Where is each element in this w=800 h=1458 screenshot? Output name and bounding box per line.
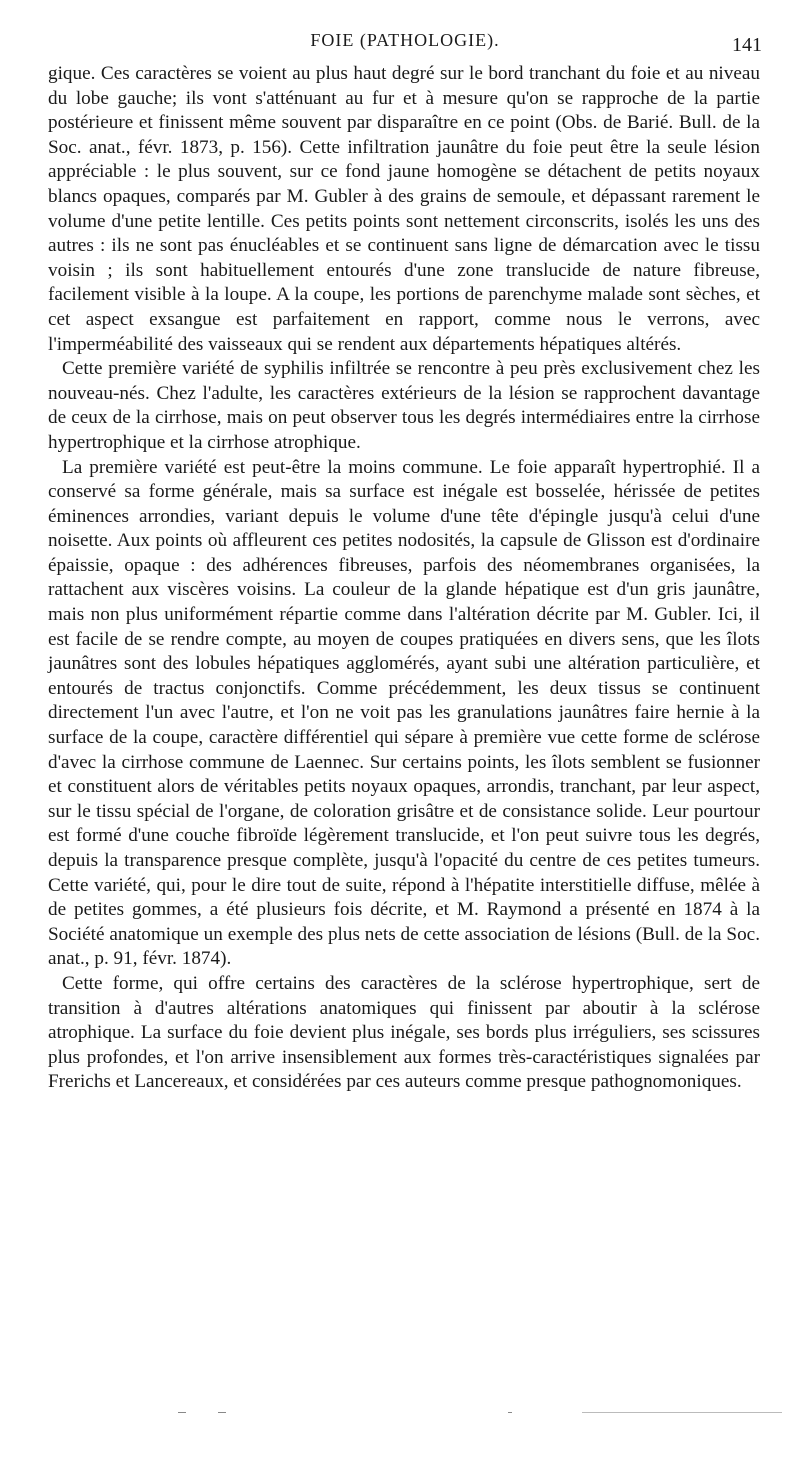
paragraph: Cette première variété de syphilis infiltrée se rencontre à peu près exclusivement chez les nouveau-nés. Chez l'adulte, les caractères extérieurs de la lésion se rapprochent davantage de ceux de la cirrhose, mais on peut observer tous les degrés intermédiaires entre la cirrhose hypertrophique et la cirrhose atrophique.: [48, 358, 760, 453]
body-text: [48, 62, 760, 1095]
running-title: FOIE (PATHOLOGIE).: [310, 30, 500, 50]
footer-print-marks: [170, 1410, 790, 1416]
print-mark: [582, 1412, 782, 1413]
page-number: 141: [732, 34, 762, 56]
paragraph: gique. Ces caractères se voient au plus haut degré sur le bord tranchant du foie et au niveau du lobe gauche; ils vont s'atténuant au fur et à mesure qu'on se rapproche de la partie postérieure et finissent même souvent par disparaître en ce point (Obs. de Barié. Bull. de la Soc. anat., févr. 1873, p. 156). Cette infiltration jaunâtre du foie peut être la seule lésion appréciable : le plus souvent, sur ce fond jaune homogène se détachent de petits noyaux blancs opaques, comparés par M. Gubler à des grains de semoule, et dépassant rarement le volume d'une petite lentille. Ces petits points sont nettement circonscrits, isolés les uns des autres : ils ne sont pas énucléables et se continuent sans ligne de démarcation avec le tissu voisin ; ils sont habituellement entourés d'une zone translucide de nature fibreuse, facilement visible à la loupe. A la coupe, les portions de parenchyme malade sont sèches, et cet aspect exsangue est parfaitement en rapport, comme nous le verrons, avec l'imperméabilité des vaisseaux qui se rendent aux départements hépatiques altérés.: [48, 63, 760, 355]
running-head: [48, 30, 762, 54]
print-mark: [508, 1412, 512, 1413]
print-mark: [178, 1412, 186, 1413]
paragraph: Cette forme, qui offre certains des caractères de la sclérose hypertrophique, sert de transition à d'autres altérations anatomiques qui finissent par aboutir à la sclérose atrophique. La surface du foie devient plus inégale, ses bords plus irréguliers, ses scissures plus profondes, et l'on arrive insensiblement aux formes très-caractéristiques signalées par Frerichs et Lancereaux, et considérées par ces auteurs comme presque pathognomoniques.: [48, 972, 760, 1093]
paragraph: La première variété est peut-être la moins commune. Le foie apparaît hypertrophié. Il a conservé sa forme générale, mais sa surface est inégale est bosselée, hérissée de petites éminences arrondies, variant depuis le volume d'une tête d'épingle jusqu'à celui d'une noisette. Aux points où affleurent ces petites nodosités, la capsule de Glisson est d'ordinaire épaissie, opaque : des adhérences fibreuses, parfois des néomembranes organisées, la rattachent aux viscères voisins. La couleur de la glande hépatique est d'un gris jaunâtre, mais non plus uniformément répartie comme dans l'altération décrite par M. Gubler. Ici, il est facile de se rendre compte, au moyen de coupes pratiquées en divers sens, que les îlots jaunâtres sont des lobules hépatiques agglomérés, ayant subi une altération particulière, et entourés de tractus conjonctifs. Comme précédemment, les deux tissus se continuent directement l'un avec l'autre, et l'on ne voit pas les granulations jaunâtres faire hernie à la surface de la coupe, caractère différentiel qui sépare à première vue cette forme de sclérose d'avec la cirrhose commune de Laennec. Sur certains points, les îlots semblent se fusionner et constituent alors de véritables petits noyaux opaques, arrondis, tranchant, par leur aspect, sur le tissu spécial de l'organe, de coloration grisâtre et de consistance solide. Leur pourtour est formé d'une couche fibroïde légèrement translucide, et l'on peut suivre tous les degrés, depuis la transparence presque complète, jusqu'à l'opacité du centre de ces petites tumeurs. Cette variété, qui, pour le dire tout de suite, répond à l'hépatite interstitielle diffuse, mêlée à de petites gommes, a été plusieurs fois décrite, et M. Raymond a présenté en 1874 à la Société anatomique un exemple des plus nets de cette association de lésions (Bull. de la Soc. anat., p. 91, févr. 1874).: [48, 456, 760, 970]
print-mark: [218, 1412, 226, 1413]
